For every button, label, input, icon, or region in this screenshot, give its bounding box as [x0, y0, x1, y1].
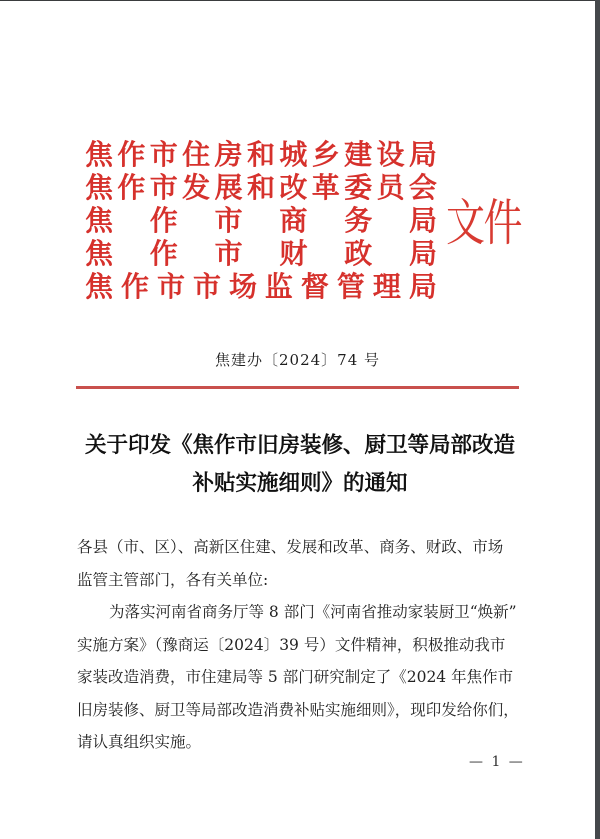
char: 设 [376, 138, 405, 171]
char: 发 [182, 171, 211, 204]
char: 作 [149, 204, 178, 237]
char: 商 [279, 204, 308, 237]
char: 革 [311, 171, 340, 204]
char: 房 [214, 138, 243, 171]
document-body [77, 531, 527, 759]
char: 建 [344, 138, 373, 171]
char: 管 [336, 270, 365, 303]
char: 监 [264, 270, 293, 303]
issuer-market-supervision-bureau [85, 270, 437, 304]
char: 财 [279, 237, 308, 270]
issuer-housing-bureau [85, 138, 437, 172]
char: 乡 [311, 138, 340, 171]
body-paragraph-line: 请认真组织实施。 [77, 733, 202, 751]
document-page [0, 1, 595, 839]
page-number: — 1 — [469, 754, 525, 770]
issuer-commerce-bureau [85, 204, 437, 238]
char: 住 [182, 138, 211, 171]
char: 市 [149, 171, 178, 204]
char: 焦 [85, 204, 114, 237]
char: 改 [279, 171, 308, 204]
char: 作 [120, 270, 149, 303]
char: 会 [408, 171, 437, 204]
char: 作 [149, 237, 178, 270]
char: 焦 [85, 171, 114, 204]
char: 局 [408, 204, 437, 237]
char: 作 [117, 138, 146, 171]
char: 市 [149, 138, 178, 171]
char: 理 [372, 270, 401, 303]
body-paragraph-line: 实施方案》（豫商运〔2024〕39 号）文件精神，积极推动我市 [77, 635, 506, 654]
title-line-1: 关于印发《焦作市旧房装修、厨卫等局部改造 [84, 433, 515, 458]
char: 市 [214, 204, 243, 237]
body-paragraph-line: 旧房装修、厨卫等局部改造消费补贴实施细则》，现印发给你们， [77, 700, 519, 719]
char: 局 [408, 138, 437, 171]
body-paragraph-line: 为落实河南省商务厅等 8 部门《河南省推动家装厨卫“焕新” [109, 603, 517, 621]
char: 员 [376, 171, 405, 204]
letterhead-document-suffix: 文件 [446, 194, 521, 252]
char: 局 [408, 237, 437, 270]
char: 场 [228, 270, 257, 303]
document-title [70, 427, 530, 503]
char: 焦 [85, 270, 114, 303]
char: 市 [214, 237, 243, 270]
char: 市 [156, 270, 185, 303]
addressee-line-2: 监管主管部门，各有关单位: [77, 570, 269, 589]
red-separator-rule [76, 386, 519, 389]
issuer-development-reform-commission [85, 171, 437, 205]
char: 市 [192, 270, 221, 303]
char: 焦 [85, 237, 114, 270]
addressee-line-1: 各县（市、区）、高新区住建、发展和改革、商务、财政、市场 [77, 538, 504, 556]
char: 和 [246, 138, 275, 171]
char: 政 [344, 237, 373, 270]
body-paragraph-line: 家装改造消费，市住建局等 5 部门研究制定了《2024 年焦作市 [77, 668, 514, 686]
char: 作 [117, 171, 146, 204]
char: 督 [300, 270, 329, 303]
issuer-finance-bureau [85, 237, 437, 271]
title-line-2: 补贴实施细则》的通知 [192, 471, 408, 496]
char: 焦 [85, 138, 114, 171]
document-number: 焦建办〔2024〕74 号 [214, 351, 381, 369]
char: 务 [344, 204, 373, 237]
char: 城 [279, 138, 308, 171]
viewer-scrollbar[interactable] [595, 0, 600, 839]
char: 和 [246, 171, 275, 204]
char: 委 [344, 171, 373, 204]
char: 展 [214, 171, 243, 204]
char: 局 [408, 270, 437, 303]
